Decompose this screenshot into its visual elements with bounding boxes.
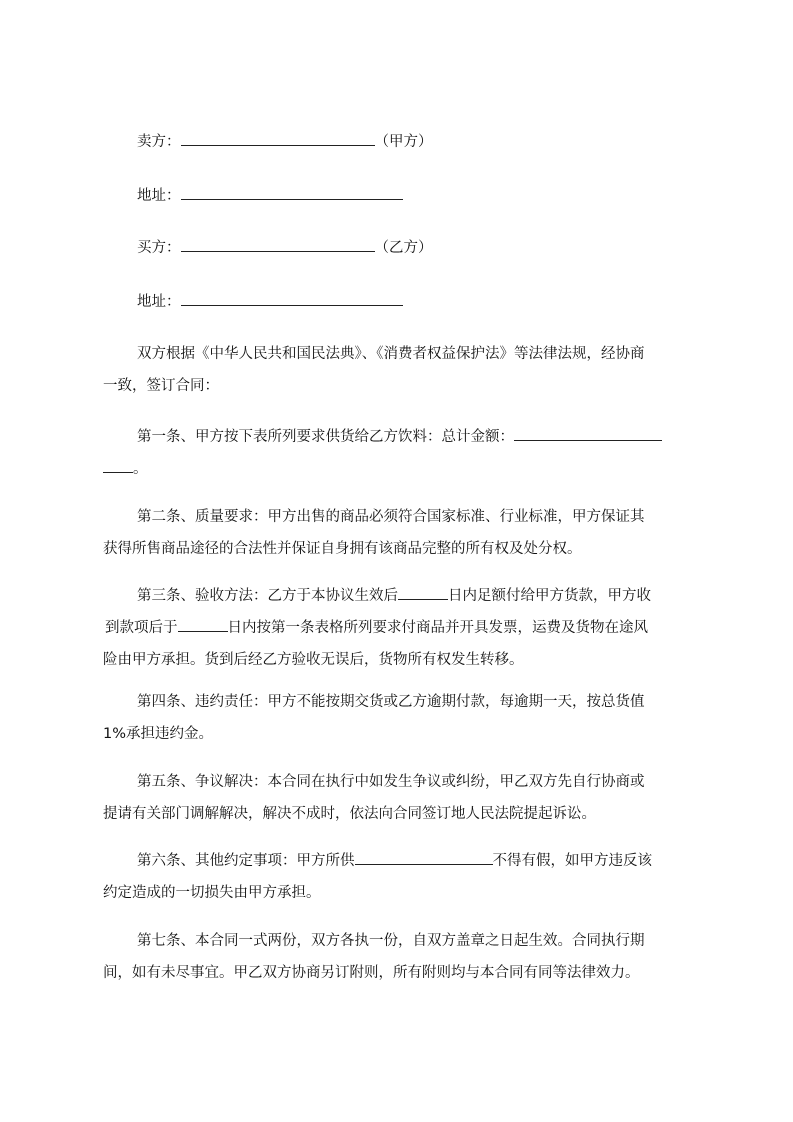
seller-address-line — [137, 185, 403, 206]
article-7-line-2: 间，如有未尽事宜。甲乙双方协商另订附则，所有附则均与本合同有同等法律效力。 — [103, 965, 640, 981]
article-6-text-b: 不得有假，如甲方违反该 — [492, 853, 652, 869]
article-5-line-2: 提请有关部门调解解决，解决不成时，依法向合同签订地人民法院提起诉讼。 — [103, 806, 596, 822]
seller-address-blank[interactable] — [181, 185, 403, 200]
article-4-line-1: 第四条、违约责任：甲方不能按期交货或乙方逾期付款，每逾期一天，按总货值 — [137, 694, 645, 710]
article-7-line-1: 第七条、本合同一式两份，双方各执一份，自双方盖章之日起生效。合同执行期 — [137, 933, 645, 949]
article-2-line-2: 获得所售商品途径的合法性并保证自身拥有该商品完整的所有权及处分权。 — [103, 541, 582, 557]
buyer-name-blank[interactable] — [181, 237, 375, 252]
intro-line-1: 双方根据《中华人民共和国民法典》、《消费者权益保护法》等法律法规，经协商 — [137, 346, 645, 362]
article-1-text: 第一条、甲方按下表所列要求供货给乙方饮料：总计金额： — [137, 429, 514, 445]
seller-suffix: （甲方） — [374, 134, 433, 150]
article-3-text-c: 到款项后于 — [105, 620, 178, 636]
article-5 — [103, 766, 702, 830]
payment-days-blank[interactable] — [398, 585, 448, 600]
intro-line-2: 一致，签订合同： — [103, 378, 219, 394]
total-amount-blank-cont[interactable] — [103, 458, 133, 473]
seller-address-label: 地址： — [137, 188, 181, 204]
seller-name-blank[interactable] — [181, 131, 375, 146]
buyer-line — [137, 237, 433, 258]
article-1 — [133, 421, 702, 485]
buyer-address-label: 地址： — [137, 294, 181, 310]
article-3-text-a: 第三条、验收方法：乙方于本协议生效后 — [137, 588, 398, 604]
buyer-address-blank[interactable] — [181, 291, 403, 306]
article-4-line-2: 1%承担违约金。 — [103, 726, 214, 742]
article-3-line-3: 险由甲方承担。货到后经乙方验收无误后，货物所有权发生转移。 — [103, 652, 524, 668]
seller-line — [137, 131, 433, 152]
article-2-line-1: 第二条、质量要求：甲方出售的商品必须符合国家标准、行业标准，甲方保证其 — [137, 509, 645, 525]
article-2 — [103, 501, 702, 565]
article-7 — [103, 925, 702, 989]
buyer-address-line — [137, 291, 403, 312]
article-1-end: 。 — [133, 461, 148, 477]
article-3-text-b: 日内足额付给甲方货款，甲方收 — [448, 588, 651, 604]
article-6-line-2: 约定造成的一切损失由甲方承担。 — [103, 885, 321, 901]
article-3 — [103, 580, 702, 676]
buyer-label: 买方： — [137, 240, 181, 256]
article-1-line-1 — [137, 421, 702, 453]
article-1-line-2 — [103, 453, 702, 485]
article-6-line-1 — [137, 845, 702, 877]
supplied-goods-blank[interactable] — [355, 850, 493, 865]
intro-paragraph — [103, 338, 702, 402]
article-6 — [103, 845, 702, 909]
total-amount-blank[interactable] — [514, 426, 662, 441]
delivery-days-blank[interactable] — [178, 617, 228, 632]
buyer-suffix: （乙方） — [374, 240, 433, 256]
seller-label: 卖方： — [137, 134, 181, 150]
article-3-line-2 — [105, 612, 702, 644]
article-6-text-a: 第六条、其他约定事项：甲方所供 — [137, 853, 355, 869]
article-3-text-d: 日内按第一条表格所列要求付商品并开具发票，运费及货物在途风 — [227, 620, 648, 636]
article-5-line-1: 第五条、争议解决：本合同在执行中如发生争议或纠纷，甲乙双方先自行协商或 — [137, 774, 645, 790]
article-4 — [103, 686, 702, 750]
article-3-line-1 — [137, 580, 702, 612]
